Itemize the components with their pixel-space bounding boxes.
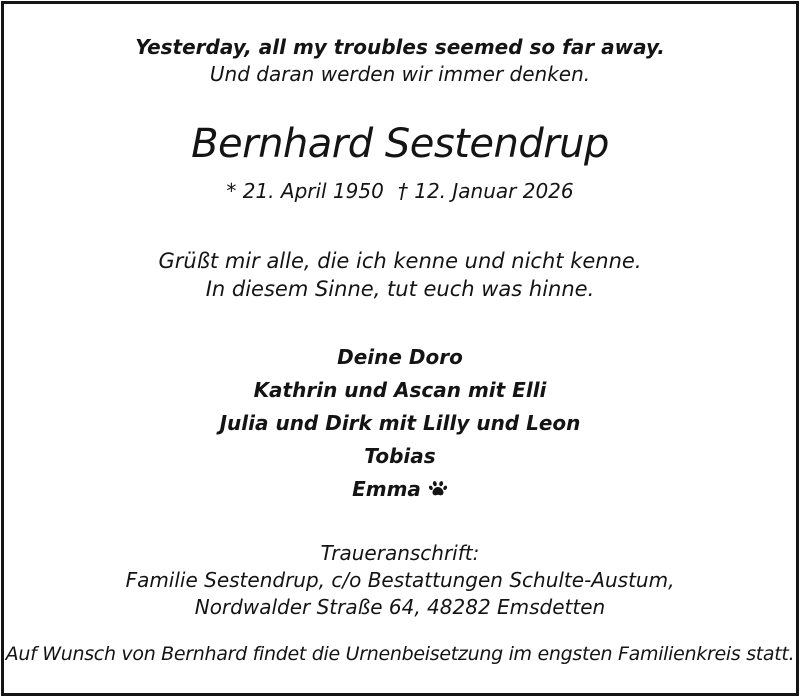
mourner-line: Deine Doro bbox=[337, 345, 463, 369]
mourner-line: Kathrin und Ascan mit Elli bbox=[253, 378, 547, 402]
farewell-message-line1: Grüßt mir alle, die ich kenne und nicht kenne. bbox=[158, 249, 642, 273]
mourners-list bbox=[220, 341, 581, 506]
epigraph-quote: Yesterday, all my troubles seemed so far away. bbox=[135, 35, 665, 59]
deceased-name: Bernhard Sestendrup bbox=[191, 121, 609, 167]
condolence-address-line1: Familie Sestendrup, c/o Bestattungen Schulte-Austum, bbox=[125, 568, 675, 592]
condolence-address bbox=[126, 540, 675, 621]
mourner-line bbox=[220, 473, 581, 506]
death-date: † 12. Januar 2026 bbox=[397, 179, 574, 203]
life-dates bbox=[226, 178, 573, 205]
farewell-message-line2: In diesem Sinne, tut euch was hinne. bbox=[205, 277, 595, 301]
mourner-name: Emma bbox=[352, 477, 421, 501]
birth-date: * 21. April 1950 bbox=[226, 179, 384, 203]
obituary-notice bbox=[1, 1, 799, 696]
epigraph bbox=[135, 34, 665, 88]
mourner-line: Julia und Dirk mit Lilly und Leon bbox=[219, 411, 581, 435]
condolence-address-label: Traueranschrift: bbox=[320, 541, 480, 565]
mourner-line: Tobias bbox=[364, 444, 436, 468]
farewell-message bbox=[158, 247, 641, 303]
condolence-address-line2: Nordwalder Straße 64, 48282 Emsdetten bbox=[194, 595, 606, 619]
paw-icon bbox=[428, 476, 448, 496]
epigraph-dedication: Und daran werden wir immer denken. bbox=[209, 62, 591, 86]
closing-line: Auf Wunsch von Bernhard findet die Urnenbeisetzung im engsten Familienkreis statt. bbox=[5, 643, 795, 665]
